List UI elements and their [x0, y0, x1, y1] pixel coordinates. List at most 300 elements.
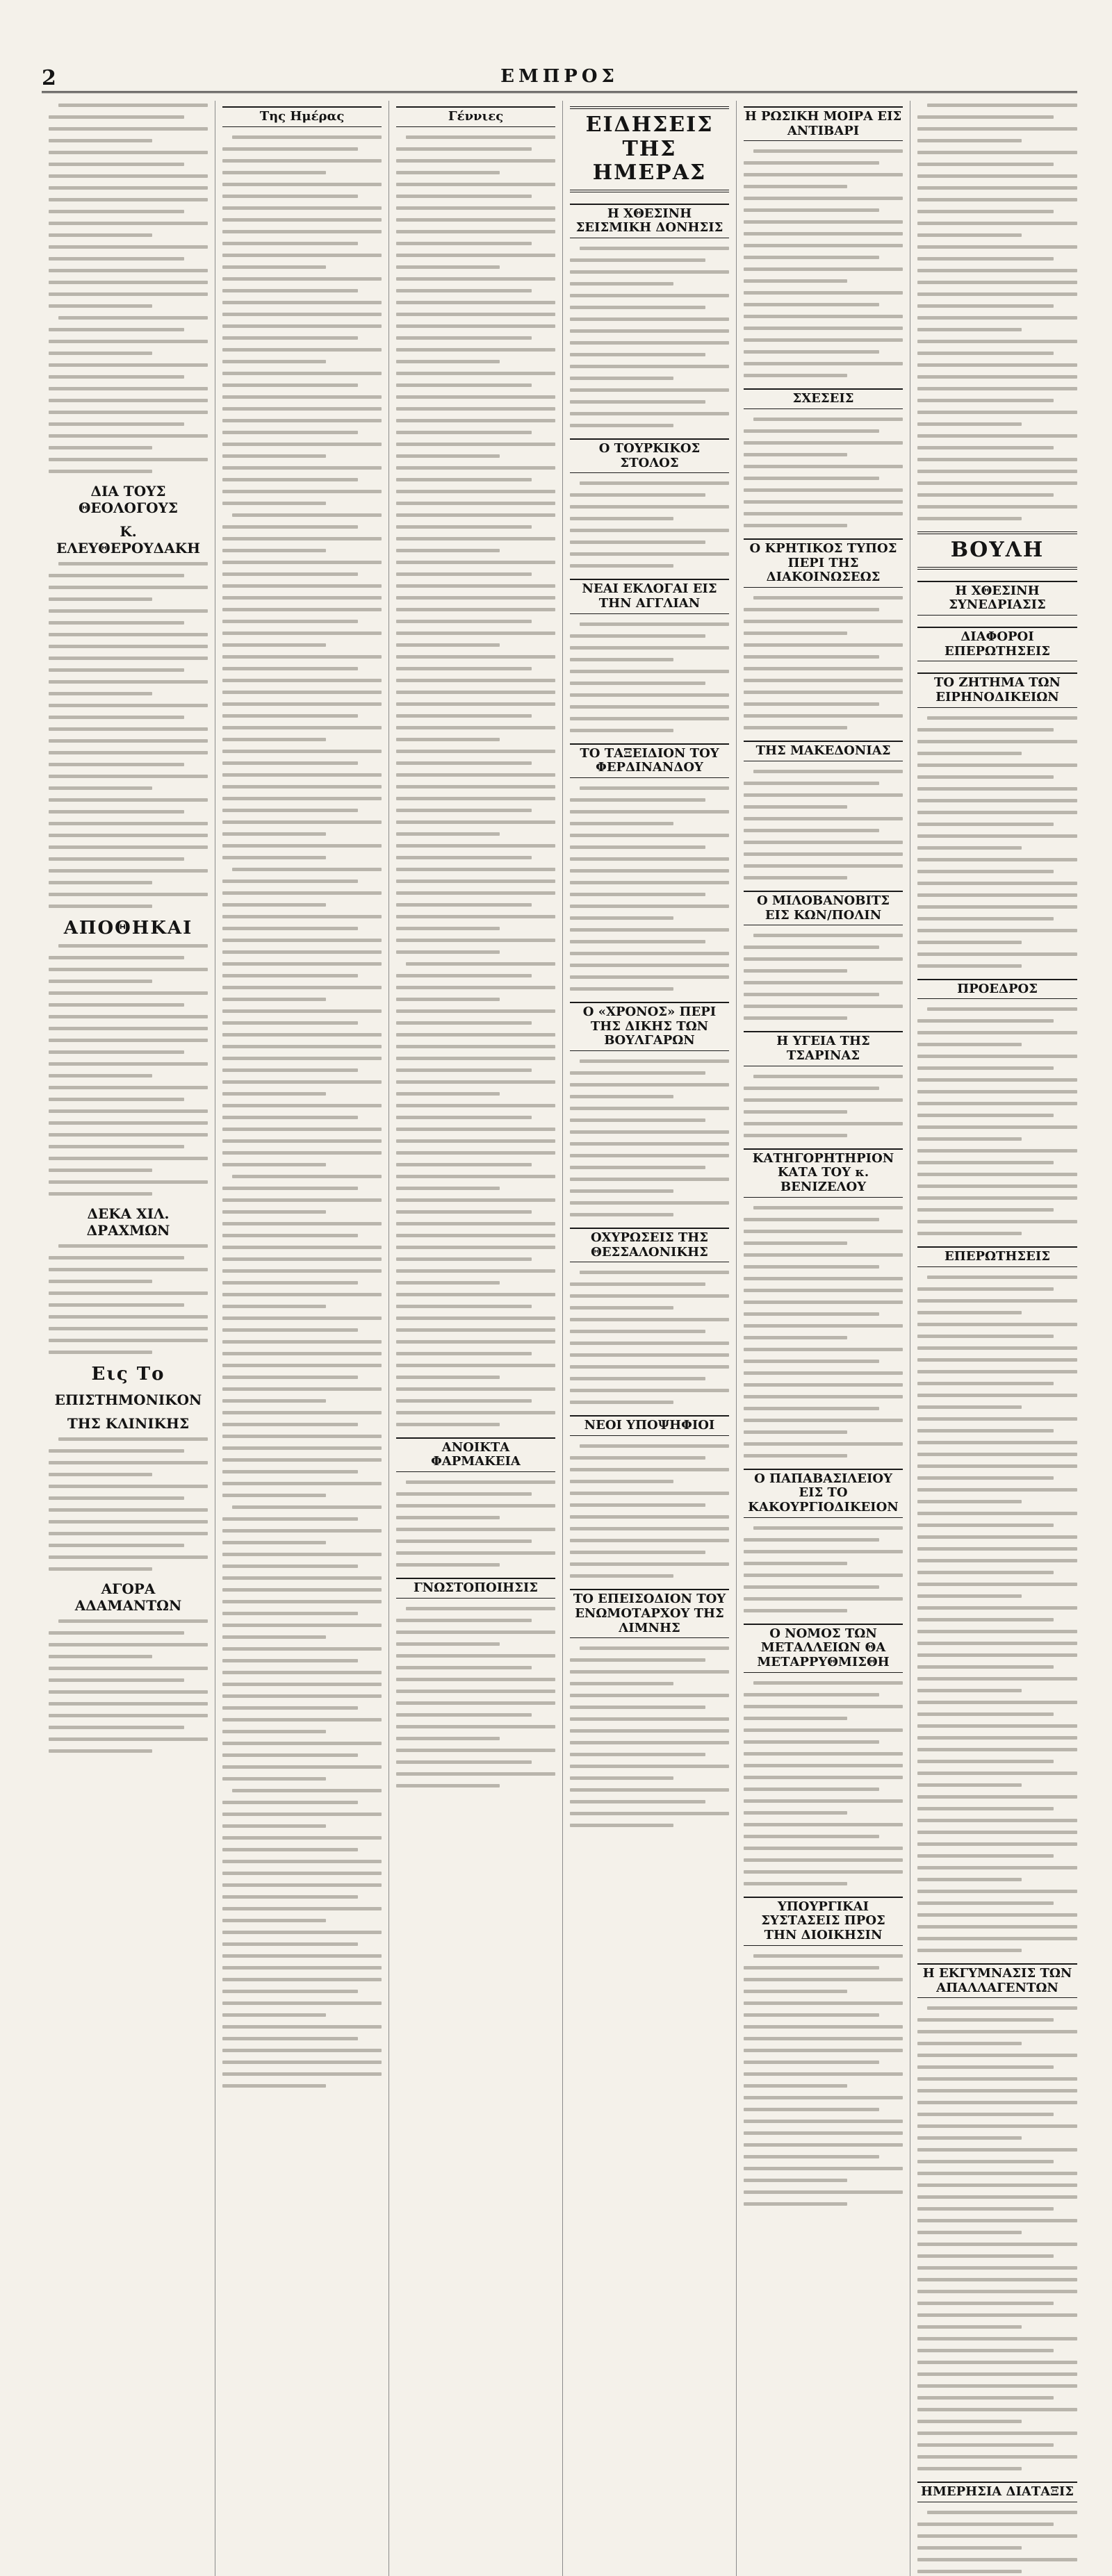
- text-line: [917, 799, 1077, 802]
- text-line: [49, 798, 208, 802]
- text-line: [222, 974, 358, 977]
- text-line: [222, 395, 382, 399]
- text-line: [396, 1257, 532, 1261]
- text-line: [49, 1532, 208, 1535]
- text-line: [222, 2084, 326, 2088]
- text-line: [917, 304, 1054, 308]
- text-line: [570, 1154, 729, 1157]
- text-line: [396, 950, 500, 954]
- text-line: [222, 1730, 326, 1733]
- text-line: [917, 1149, 1077, 1153]
- text-line: [222, 2001, 382, 2005]
- text-line: [570, 1741, 729, 1744]
- text-line: [396, 407, 555, 411]
- text-line: [396, 159, 555, 163]
- text-line: [222, 1541, 326, 1544]
- text-line: [744, 1693, 879, 1696]
- text-line: [396, 1701, 555, 1705]
- article-text: [396, 1478, 555, 1569]
- column-2: [215, 101, 389, 2576]
- text-line: [396, 1399, 532, 1403]
- text-line: [396, 1316, 555, 1320]
- text-line: [396, 1198, 555, 1202]
- text-line: [406, 1480, 555, 1484]
- text-line: [917, 1630, 1077, 1633]
- text-line: [49, 1726, 184, 1729]
- text-line: [917, 2195, 1077, 2199]
- text-line: [396, 785, 555, 789]
- text-line: [917, 929, 1077, 932]
- text-line: [744, 1776, 903, 1779]
- article-text: [744, 1072, 903, 1140]
- text-line: [744, 852, 903, 856]
- text-line: [570, 952, 729, 955]
- text-line: [917, 1653, 1077, 1657]
- text-line: [396, 820, 555, 824]
- text-line: [580, 481, 729, 485]
- text-line: [570, 658, 673, 661]
- text-line: [917, 1618, 1054, 1621]
- article-text: [49, 1241, 208, 1357]
- section-heading: ΤΗΣ ΜΑΚΕΔΟΝΙΑΣ: [744, 741, 903, 761]
- text-line: [232, 135, 382, 139]
- text-line: [744, 817, 903, 820]
- text-line: [49, 956, 184, 959]
- article-text: [570, 1057, 729, 1219]
- text-line: [396, 1092, 500, 1096]
- text-line: [570, 857, 729, 861]
- text-line: [222, 2049, 382, 2052]
- text-line: [917, 834, 1077, 838]
- text-line: [222, 1931, 382, 1934]
- advert-title: ΤΗΣ ΚΛΙΝΙΚΗΣ: [67, 1415, 190, 1432]
- text-line: [917, 1606, 1077, 1610]
- text-line: [744, 829, 879, 832]
- text-line: [917, 1019, 1054, 1023]
- text-line: [917, 2160, 1054, 2163]
- text-line: [396, 478, 532, 481]
- article-text: [917, 2004, 1077, 2473]
- section-heading: ΝΕΟΙ ΥΠΟΨΗΦΙΟΙ: [570, 1415, 729, 1436]
- text-line: [222, 277, 382, 281]
- text-line: [222, 1446, 382, 1450]
- text-line: [744, 2131, 903, 2135]
- text-line: [917, 2337, 1077, 2340]
- text-line: [396, 1187, 500, 1190]
- text-line: [570, 975, 729, 979]
- text-line: [49, 387, 208, 390]
- text-line: [570, 646, 729, 650]
- text-line: [744, 2179, 847, 2182]
- text-line: [222, 785, 382, 789]
- text-line: [753, 1526, 903, 1530]
- text-line: [396, 1642, 500, 1646]
- text-line: [396, 1713, 532, 1717]
- text-line: [917, 233, 1022, 237]
- text-line: [222, 1990, 358, 1993]
- text-line: [222, 809, 358, 812]
- text-line: [744, 1253, 903, 1257]
- text-line: [744, 362, 903, 365]
- text-line: [49, 1192, 152, 1196]
- text-line: [570, 1306, 673, 1310]
- text-line: [570, 905, 729, 908]
- text-line: [396, 702, 555, 706]
- text-line: [222, 242, 358, 245]
- text-line: [917, 1161, 1054, 1164]
- text-line: [396, 1784, 500, 1787]
- text-line: [396, 726, 555, 729]
- text-line: [917, 2467, 1022, 2470]
- text-line: [232, 513, 382, 517]
- text-line: [917, 245, 1077, 249]
- text-line: [222, 419, 382, 422]
- text-line: [917, 882, 1077, 885]
- text-line: [570, 1574, 673, 1578]
- text-line: [49, 198, 208, 201]
- text-line: [917, 174, 1077, 178]
- article-text: [744, 1524, 903, 1615]
- text-line: [49, 739, 208, 743]
- text-line: [570, 1166, 705, 1169]
- text-line: [396, 1528, 555, 1531]
- section-heading: ΤΟ ΤΑΞΕΙΔΙΟΝ ΤΟΥ ΦΕΡΔΙΝΑΝΔΟΥ: [570, 743, 729, 778]
- text-line: [396, 631, 555, 635]
- section-heading: Της Ημέρας: [222, 106, 382, 127]
- text-line: [222, 572, 358, 576]
- text-line: [49, 980, 152, 983]
- text-line: [570, 1389, 729, 1392]
- text-line: [744, 1442, 903, 1446]
- text-line: [570, 1365, 729, 1369]
- text-line: [222, 443, 382, 446]
- text-line: [917, 222, 1077, 225]
- text-line: [744, 1823, 903, 1826]
- text-line: [49, 470, 152, 473]
- text-line: [744, 805, 847, 809]
- text-line: [49, 1351, 152, 1354]
- text-line: [917, 422, 1022, 426]
- text-line: [917, 1783, 1022, 1787]
- text-line: [744, 1419, 903, 1422]
- text-line: [744, 714, 903, 718]
- text-line: [744, 2120, 903, 2123]
- text-line: [396, 844, 555, 848]
- advert-title: ΔΙΑ ΤΟΥΣ ΘΕΟΛΟΓΟΥΣ: [78, 483, 179, 516]
- text-line: [570, 1492, 729, 1495]
- text-line: [927, 2006, 1077, 2010]
- text-line: [222, 950, 382, 954]
- text-line: [744, 1407, 879, 1410]
- text-line: [49, 292, 208, 296]
- text-line: [917, 1512, 1077, 1515]
- text-line: [917, 2042, 1022, 2045]
- text-line: [917, 1125, 1077, 1129]
- text-line: [396, 1516, 500, 1519]
- article-text: [570, 244, 729, 430]
- text-line: [222, 195, 358, 198]
- text-line: [744, 185, 847, 188]
- text-line: [744, 969, 847, 973]
- section-heading: ΑΝΟΙΚΤΑ ΦΑΡΜΑΚΕΙΑ: [396, 1437, 555, 1472]
- text-line: [917, 1701, 1077, 1704]
- text-line: [917, 127, 1077, 131]
- text-line: [222, 230, 382, 233]
- text-line: [49, 304, 152, 308]
- text-line: [49, 1678, 184, 1682]
- text-line: [222, 962, 382, 966]
- text-line: [744, 1574, 903, 1577]
- text-line: [917, 1772, 1077, 1775]
- text-line: [744, 643, 903, 647]
- text-line: [917, 2570, 1022, 2573]
- text-line: [744, 2037, 903, 2040]
- text-line: [222, 1694, 382, 1698]
- text-line: [222, 171, 326, 174]
- text-line: [917, 1464, 1077, 1468]
- text-line: [917, 1524, 1054, 1527]
- text-line: [222, 1718, 382, 1722]
- text-line: [917, 1370, 1077, 1373]
- text-line: [222, 620, 358, 623]
- text-line: [222, 1435, 382, 1438]
- text-line: [396, 147, 532, 151]
- text-line: [744, 2143, 903, 2147]
- text-line: [917, 1405, 1022, 1409]
- text-line: [917, 1724, 1077, 1728]
- text-line: [222, 1777, 326, 1781]
- text-line: [744, 1360, 879, 1363]
- text-line: [222, 1742, 382, 1745]
- text-line: [396, 1423, 500, 1426]
- text-line: [396, 1021, 532, 1025]
- text-line: [222, 1588, 382, 1592]
- text-line: [917, 1819, 1077, 1822]
- text-line: [222, 1080, 382, 1084]
- text-line: [396, 313, 555, 316]
- text-line: [917, 728, 1054, 732]
- text-line: [917, 1760, 1054, 1763]
- text-line: [49, 269, 208, 272]
- text-line: [917, 1665, 1054, 1669]
- text-line: [222, 1529, 382, 1533]
- text-line: [222, 1470, 358, 1473]
- text-line: [917, 210, 1054, 213]
- text-line: [396, 927, 500, 930]
- text-line: [570, 1717, 729, 1721]
- text-line: [222, 702, 382, 706]
- text-line: [570, 1294, 729, 1298]
- article-text: [570, 784, 729, 993]
- text-line: [570, 1201, 729, 1205]
- text-line: [917, 905, 1077, 909]
- text-line: [222, 1210, 326, 1214]
- text-line: [222, 1872, 382, 1875]
- text-line: [917, 1571, 1054, 1574]
- text-line: [570, 1377, 705, 1380]
- text-line: [406, 1607, 555, 1610]
- advert-title: ΔΕΚΑ ΧΙΛ. ΔΡΑΧΜΩΝ: [86, 1205, 170, 1239]
- text-line: [232, 1505, 382, 1509]
- text-line: [917, 2325, 1022, 2329]
- article-text: [917, 1005, 1077, 1238]
- text-line: [917, 775, 1054, 779]
- text-line: [570, 940, 705, 943]
- text-line: [917, 1866, 1077, 1869]
- text-line: [744, 864, 903, 868]
- text-line: [917, 2124, 1077, 2128]
- text-line: [570, 1330, 705, 1333]
- text-line: [222, 1824, 326, 1828]
- text-line: [917, 269, 1077, 272]
- text-line: [396, 372, 555, 375]
- text-line: [570, 729, 673, 732]
- text-line: [49, 869, 208, 873]
- text-line: [744, 726, 847, 729]
- text-line: [222, 1919, 326, 1922]
- text-line: [406, 135, 555, 139]
- text-line: [396, 218, 555, 222]
- text-line: [570, 377, 673, 380]
- text-line: [49, 1303, 184, 1307]
- text-line: [222, 1128, 382, 1131]
- text-line: [49, 1631, 184, 1635]
- text-line: [396, 655, 555, 659]
- text-line: [222, 1624, 382, 1627]
- text-line: [396, 502, 555, 505]
- text-line: [570, 1515, 729, 1519]
- text-line: [917, 505, 1077, 509]
- text-line: [396, 915, 555, 918]
- text-line: [396, 1328, 555, 1332]
- text-line: [396, 773, 555, 777]
- text-line: [222, 1753, 358, 1757]
- text-line: [396, 691, 555, 694]
- text-line: [744, 691, 903, 694]
- text-line: [917, 952, 1077, 956]
- text-line: [49, 399, 208, 402]
- text-line: [222, 667, 358, 670]
- text-line: [917, 1078, 1077, 1082]
- text-line: [49, 1098, 184, 1101]
- text-line: [49, 1714, 208, 1717]
- text-line: [927, 1007, 1077, 1011]
- text-line: [222, 1517, 358, 1521]
- text-line: [49, 645, 208, 648]
- text-line: [753, 934, 903, 937]
- text-line: [744, 173, 903, 176]
- text-line: [744, 981, 903, 984]
- text-line: [744, 1241, 847, 1245]
- text-line: [570, 1503, 705, 1507]
- text-line: [396, 620, 532, 623]
- text-line: [222, 1021, 358, 1025]
- text-line: [396, 301, 555, 304]
- text-line: [927, 2511, 1077, 2514]
- article-text: [744, 1203, 903, 1460]
- text-line: [396, 171, 500, 174]
- text-line: [222, 1293, 382, 1296]
- text-line: [222, 466, 382, 470]
- text-line: [744, 1454, 847, 1458]
- text-line: [58, 1619, 208, 1623]
- section-heading: ΕΙΔΗΣΕΙΣ ΤΗΣ ΗΜΕΡΑΣ: [570, 106, 729, 192]
- text-line: [49, 1109, 208, 1113]
- text-line: [222, 856, 326, 859]
- text-line: [744, 782, 879, 785]
- text-line: [744, 197, 903, 200]
- text-line: [570, 964, 729, 967]
- text-line: [570, 1353, 729, 1357]
- text-line: [49, 834, 208, 837]
- text-line: [49, 1643, 208, 1646]
- text-line: [570, 1118, 705, 1122]
- page-header: [42, 66, 1077, 93]
- text-line: [917, 846, 1022, 850]
- text-line: [744, 2001, 903, 2005]
- text-line: [49, 1180, 208, 1184]
- text-line: [396, 360, 500, 363]
- text-line: [570, 1130, 729, 1134]
- text-line: [744, 1966, 879, 1970]
- text-line: [58, 316, 208, 320]
- text-line: [917, 1196, 1077, 1200]
- text-line: [222, 1257, 382, 1261]
- text-line: [49, 881, 152, 884]
- text-line: [580, 786, 729, 790]
- text-line: [570, 294, 729, 297]
- text-line: [396, 1619, 532, 1622]
- text-line: [744, 620, 903, 623]
- text-line: [396, 1551, 555, 1555]
- text-line: [570, 282, 673, 286]
- text-line: [222, 1907, 382, 1910]
- text-line: [396, 1630, 555, 1634]
- text-line: [744, 1787, 879, 1791]
- section-heading: ΥΠΟΥΡΓΙΚΑΙ ΣΥΣΤΑΣΕΙΣ ΠΡΟΣ ΤΗΝ ΔΙΟΙΚΗΣΙΝ: [744, 1897, 903, 1946]
- text-line: [744, 1087, 879, 1090]
- text-line: [222, 1187, 358, 1190]
- text-line: [49, 1145, 184, 1148]
- text-line: [49, 857, 184, 861]
- text-line: [570, 845, 705, 849]
- text-line: [222, 1269, 382, 1273]
- text-line: [917, 2054, 1077, 2057]
- article-text: [396, 133, 555, 957]
- text-line: [222, 561, 382, 564]
- text-line: [917, 1055, 1077, 1058]
- text-line: [222, 1045, 382, 1048]
- text-line: [744, 291, 903, 295]
- text-line: [396, 466, 555, 470]
- text-line: [570, 682, 705, 685]
- text-line: [744, 327, 903, 330]
- text-line: [744, 453, 847, 456]
- text-line: [917, 1102, 1077, 1105]
- text-line: [49, 692, 152, 695]
- text-line: [917, 2030, 1077, 2033]
- text-line: [222, 1494, 326, 1497]
- text-line: [222, 1659, 358, 1662]
- text-line: [396, 1210, 532, 1214]
- text-line: [917, 316, 1077, 320]
- text-line: [49, 174, 208, 178]
- text-line: [570, 670, 729, 673]
- article-text: [744, 415, 903, 530]
- text-line: [49, 621, 184, 625]
- text-line: [570, 693, 729, 697]
- text-line: [49, 1449, 184, 1453]
